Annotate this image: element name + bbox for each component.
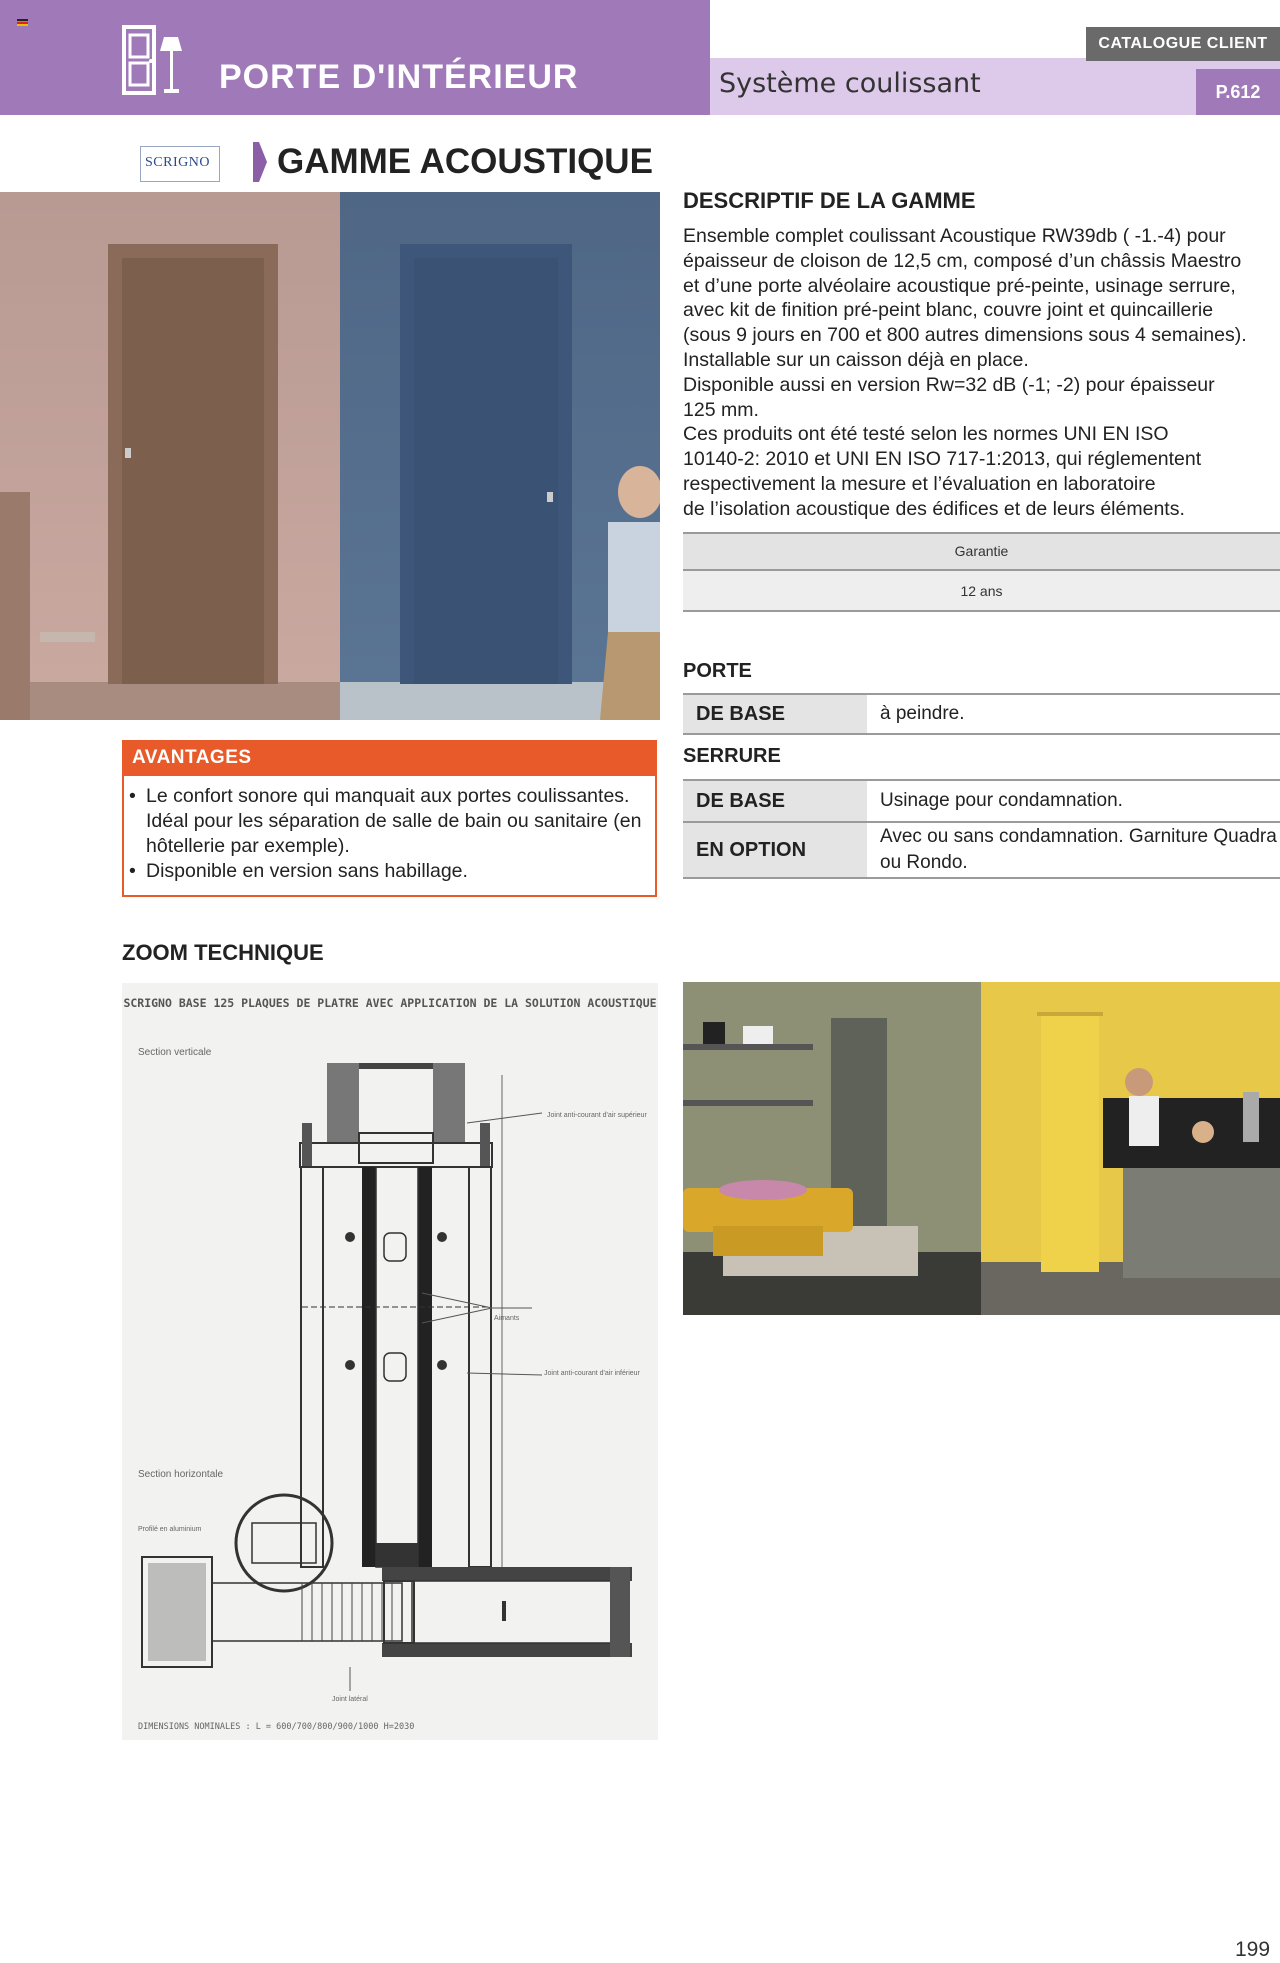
spec-value: à peindre. xyxy=(880,703,965,724)
description-line: Ces produits ont été testé selon les normes UNI EN ISO xyxy=(683,423,1169,446)
description-line: 125 mm. xyxy=(683,398,759,421)
flag-icon xyxy=(17,19,28,26)
description-line: de l’isolation acoustique des édifices et de leurs éléments. xyxy=(683,497,1185,520)
advantages-box xyxy=(122,740,657,897)
spec-value: Avec ou sans condamnation. Garniture Quadra ou Rondo. xyxy=(880,826,1277,873)
spec-key: DE BASE xyxy=(683,695,867,733)
page-number: 199 xyxy=(1235,1938,1271,1961)
svg-text:Joint anti-courant d'air supér: Joint anti-courant d'air supérieur xyxy=(547,1112,647,1119)
page-subtitle: Système coulissant xyxy=(719,68,981,99)
serrure-row-option xyxy=(683,821,1280,879)
description-line: avec kit de finition pré-peint blanc, couvre joint et quincaillerie xyxy=(683,299,1214,322)
svg-text:SCRIGNO BASE 125 PLAQUES DE PL: SCRIGNO BASE 125 PLAQUES DE PLATRE AVEC APPLICATION DE LA SOLUTION ACOUSTIQUE xyxy=(123,996,657,1010)
technical-heading: ZOOM TECHNIQUE xyxy=(122,940,324,965)
porte-heading: PORTE xyxy=(683,660,752,682)
guarantee-label: Garantie xyxy=(683,532,1280,569)
catalogue-label: CATALOGUE CLIENT xyxy=(1086,27,1280,61)
porte-row-base xyxy=(683,693,1280,735)
room-photo xyxy=(683,982,1280,1315)
svg-text:Profilé en aluminium: Profilé en aluminium xyxy=(138,1526,202,1533)
description-line: Ensemble complet coulissant Acoustique RW39db ( -1.-4) pour xyxy=(683,225,1226,247)
page-reference: P.612 xyxy=(1196,69,1280,115)
description-line: Installable sur un caisson déjà en place. xyxy=(683,348,1029,371)
spec-key: DE BASE xyxy=(683,781,867,821)
advantages-list xyxy=(124,784,655,884)
description-line: 10140-2: 2010 et UNI EN ISO 717-1:2013, qui réglementent xyxy=(683,448,1202,471)
serrure-row-base xyxy=(683,779,1280,821)
guarantee-value: 12 ans xyxy=(683,569,1280,612)
advantages-heading: AVANTAGES xyxy=(124,740,655,776)
svg-text:Section horizontale: Section horizontale xyxy=(138,1469,224,1480)
serrure-heading: SERRURE xyxy=(683,745,781,767)
list-item: • Disponible en version sans habillage. xyxy=(129,860,468,882)
door-lamp-icon xyxy=(122,25,186,97)
description-line: (sous 9 jours en 700 et 800 autres dimensions sous 4 semaines). xyxy=(683,324,1247,347)
description-text xyxy=(683,224,1280,522)
svg-text:Aimants: Aimants xyxy=(494,1315,520,1322)
guarantee-table xyxy=(683,532,1280,612)
doors-photo xyxy=(0,192,660,720)
svg-text:DIMENSIONS NOMINALES : L = 600: DIMENSIONS NOMINALES : L = 600/700/800/900/1000 H=2030 xyxy=(138,1722,415,1732)
description-heading: DESCRIPTIF DE LA GAMME xyxy=(683,188,976,213)
description-line: et d’une porte alvéolaire acoustique pré-peinte, usinage serrure, xyxy=(683,274,1236,297)
range-title: GAMME ACOUSTIQUE xyxy=(277,142,653,181)
description-line: respectivement la mesure et l’évaluation en laboratoire xyxy=(683,472,1156,495)
spec-value: Usinage pour condamnation. xyxy=(880,790,1123,811)
description-line: Disponible aussi en version Rw=32 dB (-1; -2) pour épaisseur xyxy=(683,373,1215,396)
technical-drawing xyxy=(122,983,658,1740)
brand-logo: SCRIGNO xyxy=(140,146,220,182)
list-item: • Le confort sonore qui manquait aux portes coulissantes. Idéal pour les séparation de salle de bain ou sanitaire (en hôtellerie par exemple). xyxy=(129,785,642,857)
svg-text:Joint anti-courant d'air infér: Joint anti-courant d'air inférieur xyxy=(544,1370,640,1377)
description-line: épaisseur de cloison de 12,5 cm, composé d’un châssis Maestro xyxy=(683,249,1242,272)
page-title: PORTE D'INTÉRIEUR xyxy=(219,58,579,96)
spec-key: EN OPTION xyxy=(683,823,867,877)
svg-text:Joint latéral: Joint latéral xyxy=(332,1696,368,1703)
svg-text:Section verticale: Section verticale xyxy=(138,1047,212,1058)
chevron-right-icon xyxy=(253,142,267,182)
